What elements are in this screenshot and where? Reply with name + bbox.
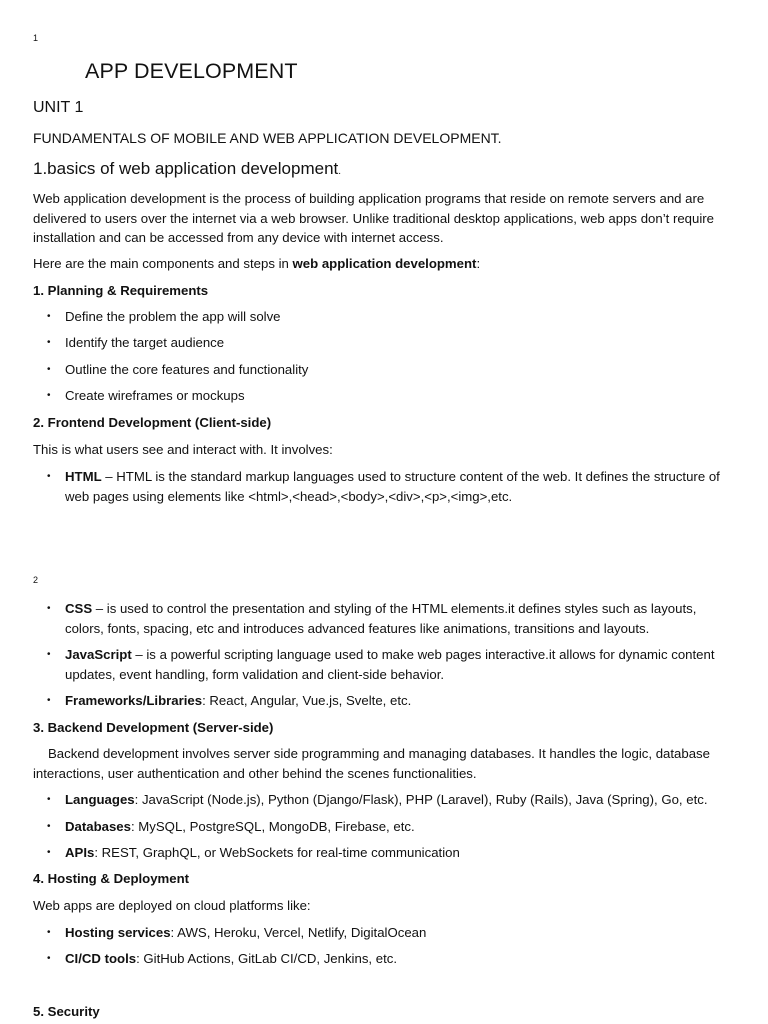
hs-text: : AWS, Heroku, Vercel, Netlify, DigitalOcean (170, 925, 427, 940)
html-text: – HTML is the standard markup languages used to structure content of the web. It defines the structure of web pages using elements like <html>,<head>,<body>,<div>,<p>,<img>,etc. (65, 469, 720, 504)
list-item-frameworks (65, 691, 737, 711)
backend-heading: 3. Backend Development (Server-side) (33, 720, 274, 735)
api-term: APIs (65, 845, 95, 860)
db-text: : MySQL, PostgreSQL, MongoDB, Firebase, etc. (130, 819, 415, 834)
bullet: • (47, 364, 51, 375)
bullet: • (47, 337, 51, 348)
hosting-heading: 4. Hosting & Deployment (33, 871, 190, 886)
bullet: • (47, 847, 51, 858)
ci-term: CI/CD tools (65, 951, 137, 966)
js-term: JavaScript (65, 647, 132, 662)
section-title-dot: . (338, 166, 342, 177)
section-title-text: 1.basics of web application development (33, 159, 339, 178)
hosting-intro: Web apps are deployed on cloud platforms like: (33, 898, 311, 913)
components-prefix: Here are the main components and steps in (33, 256, 293, 271)
list-item-hosting-services (65, 923, 737, 943)
list-item-apis (65, 843, 737, 863)
api-text: : REST, GraphQL, or WebSockets for real-time communication (94, 845, 460, 860)
frontend-heading: 2. Frontend Development (Client-side) (33, 415, 272, 430)
list-item-languages (65, 790, 737, 810)
bullet: • (47, 471, 51, 482)
css-text: – is used to control the presentation and styling of the HTML elements.it defines styles such as layouts, colors, fonts, spacing, etc and introduces advanced features like animations, transitions and layouts. (65, 601, 697, 636)
css-term: CSS (65, 601, 93, 616)
list-item: Create wireframes or mockups (65, 388, 245, 403)
ci-text: : GitHub Actions, GitLab CI/CD, Jenkins, etc. (136, 951, 398, 966)
html-term: HTML (65, 469, 102, 484)
hs-term: Hosting services (65, 925, 171, 940)
lang-term: Languages (65, 792, 135, 807)
components-bold: web application development (292, 256, 477, 271)
list-item: Identify the target audience (65, 335, 225, 350)
bullet: • (47, 649, 51, 660)
bullet: • (47, 695, 51, 706)
list-item-html (65, 467, 737, 506)
backend-intro: Backend development involves server side programming and managing databases. It handles the logic, database interactions, user authentication and other behind the scenes functionalities. (33, 746, 710, 781)
security-heading: 5. Security (33, 1004, 100, 1019)
list-item: Outline the core features and functionality (65, 362, 309, 377)
list-item-databases (65, 817, 737, 837)
components-suffix: : (476, 256, 481, 271)
db-term: Databases (65, 819, 131, 834)
fundamentals-heading: FUNDAMENTALS OF MOBILE AND WEB APPLICATION DEVELOPMENT. (33, 130, 502, 146)
unit-heading: UNIT 1 (33, 99, 84, 116)
bullet: • (47, 390, 51, 401)
bullet: • (47, 603, 51, 614)
intro-paragraph: Web application development is the process of building application programs that reside on remote servers and are delivered to users over the internet via a web browser. Unlike traditional desktop applications, web apps don’t require installation and can be accessed from any device with internet access. (33, 191, 715, 245)
components-paragraph (33, 254, 738, 274)
list-item-css (65, 599, 737, 638)
frontend-intro: This is what users see and interact with. It involves: (33, 442, 333, 457)
planning-heading: 1. Planning & Requirements (33, 283, 209, 298)
list-item: Define the problem the app will solve (65, 309, 281, 324)
list-item-cicd (65, 949, 737, 969)
document-title: APP DEVELOPMENT (85, 59, 298, 83)
fw-text: : React, Angular, Vue.js, Svelte, etc. (202, 693, 412, 708)
js-text: – is a powerful scripting language used to make web pages interactive.it allows for dynamic content updates, event handling, form validation and client-side behavior. (65, 647, 715, 682)
bullet: • (47, 821, 51, 832)
fw-term: Frameworks/Libraries (65, 693, 203, 708)
bullet: • (47, 927, 51, 938)
list-item-javascript (65, 645, 737, 684)
lang-text: : JavaScript (Node.js), Python (Django/Flask), PHP (Laravel), Ruby (Rails), Java (Spring), Go, etc. (134, 792, 708, 807)
bullet: • (47, 311, 51, 322)
section-title (33, 159, 341, 179)
page-number: 1 (33, 33, 39, 43)
bullet: • (47, 953, 51, 964)
bullet: • (47, 794, 51, 805)
page-number: 2 (33, 575, 39, 585)
